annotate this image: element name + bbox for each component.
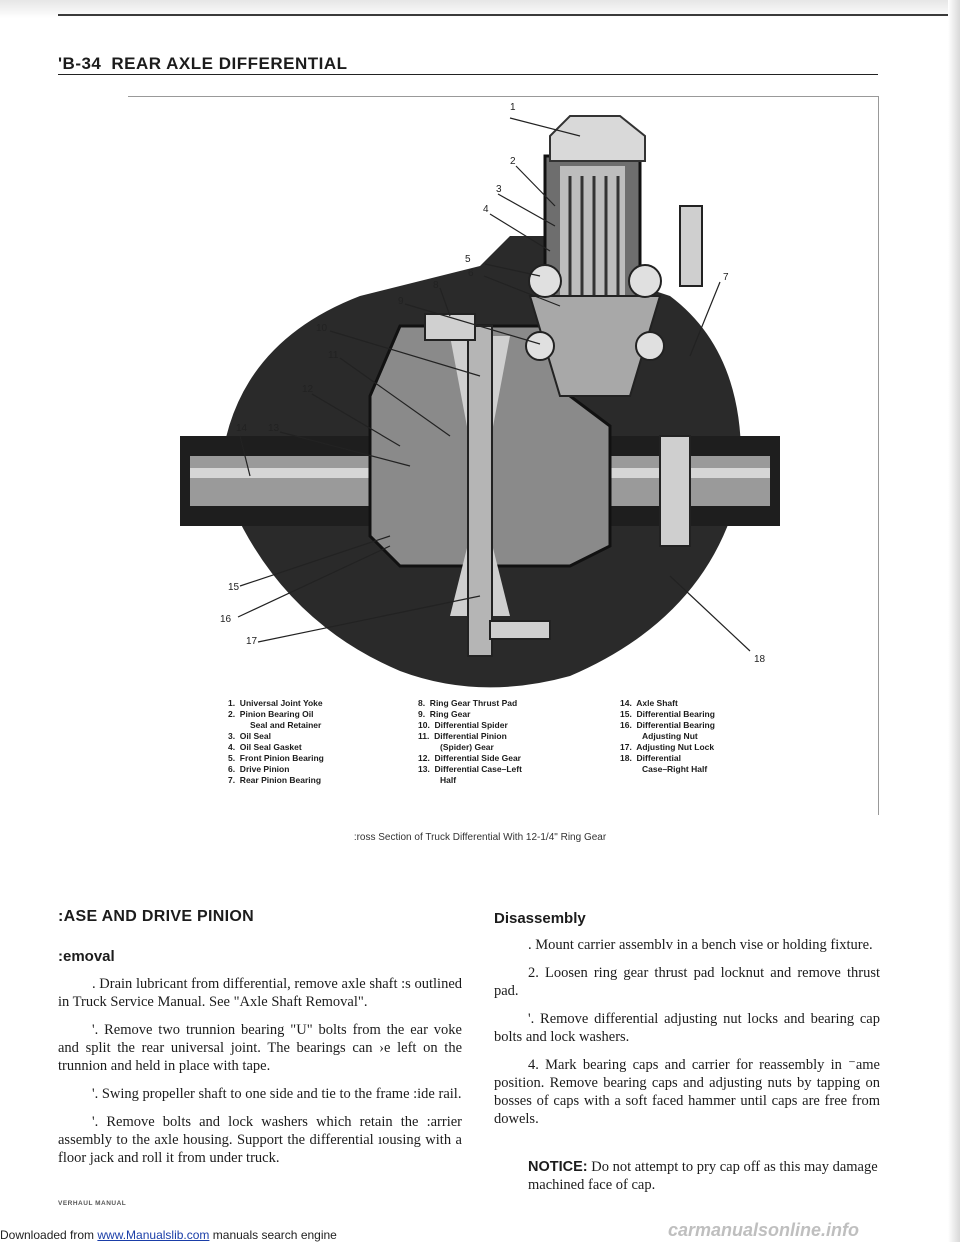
legend-item: 7. Rear Pinion Bearing: [228, 775, 322, 785]
callout-number: 11: [328, 350, 339, 361]
page-number: 'B-34: [58, 54, 102, 73]
callout-number: 17: [246, 636, 258, 647]
callout-number: 13: [268, 423, 280, 434]
callout-number: 3: [496, 184, 502, 195]
legend-item: 9. Ring Gear: [418, 709, 471, 719]
legend-item: 6. Drive Pinion: [228, 764, 290, 774]
differential-cross-section-drawing: [150, 96, 800, 696]
legend-item: 4. Oil Seal Gasket: [228, 742, 302, 752]
callout-number: 1: [510, 102, 516, 113]
callout-number: 16: [220, 614, 232, 625]
top-rule: [58, 14, 958, 16]
removal-step-3: '. Swing propeller shaft to one side and tie to the frame :ide rail.: [92, 1086, 462, 1102]
download-footer: [0, 1228, 337, 1242]
callout-number: 9: [398, 296, 404, 307]
legend-column-2: [418, 698, 522, 786]
callout-number: 6: [468, 268, 474, 279]
legend-item: 15. Differential Bearing: [620, 709, 715, 719]
removal-step-2: '. Remove two trunnion bearing "U" bolts from the ear voke and split the rear universal joint. The bearings can ›e left on the trunnion and held in place with tape.: [58, 1022, 462, 1074]
legend-item: 8. Ring Gear Thrust Pad: [418, 698, 518, 708]
disassembly-step-1: . Mount carrier assemblv in a bench vise or holding fixture.: [528, 937, 873, 953]
callout-number: 10: [316, 323, 328, 334]
header-rule: [58, 74, 878, 75]
legend-item: 16. Differential Bearing: [620, 720, 715, 730]
callout-number: 15: [228, 582, 240, 593]
callout-number: 18: [754, 654, 766, 665]
legend-item: Seal and Retainer: [250, 720, 322, 730]
callout-number: 12: [302, 384, 314, 395]
callout-number: 2: [510, 156, 516, 167]
callout-number: 14: [236, 423, 248, 434]
legend-item: 3. Oil Seal: [228, 731, 271, 741]
legend-item: 17. Adjusting Nut Lock: [620, 742, 715, 752]
legend-item: 13. Differential Case–Left: [418, 764, 522, 774]
legend-item: Half: [440, 775, 457, 785]
legend-item: 1. Universal Joint Yoke: [228, 698, 323, 708]
legend-item: 2. Pinion Bearing Oil: [228, 709, 314, 719]
manual-footer: VERHAUL MANUAL: [58, 1200, 127, 1207]
watermark: carmanualsonline.info: [668, 1220, 860, 1240]
legend-item: 5. Front Pinion Bearing: [228, 753, 324, 763]
notice-block: [528, 1158, 880, 1194]
legend-item: 12. Differential Side Gear: [418, 753, 521, 763]
removal-step-4: '. Remove bolts and lock washers which retain the :arrier assembly to the axle housing. Support the differential ıousing with a floor jack and roll it from under truck.: [58, 1114, 462, 1166]
callout-number: 4: [483, 204, 489, 215]
removal-steps: [58, 975, 462, 1167]
legend-item: Case–Right Half: [642, 764, 708, 774]
scan-right-edge: [948, 0, 960, 1242]
callout-number: 7: [723, 272, 729, 283]
notice-label: NOTICE:: [528, 1159, 588, 1175]
download-prefix: Downloaded from: [0, 1228, 98, 1242]
removal-step-1: . Drain lubricant from differential, remove axle shaft :s outlined in Truck Service Manual. See "Axle Shaft ⁠Removal".: [58, 976, 462, 1010]
legend-column-1: [228, 698, 324, 786]
page-header: [58, 54, 347, 74]
legend-column-3: [620, 698, 715, 775]
disassembly-steps: [494, 936, 880, 1128]
page-title: REAR AXLE DIFFERENTIAL: [111, 54, 348, 73]
legend-item: 10. Differential Spider: [418, 720, 508, 730]
legend-item: Adjusting Nut: [642, 731, 698, 741]
section-heading: :ASE AND DRIVE PINION: [58, 908, 254, 925]
callout-number: 5: [465, 254, 471, 265]
disassembly-step-4: 4. Mark bearing caps and carrier for reassembly in ⁻ame position. Remove bearing caps and adjusting nuts by tapping on bosses of caps with a soft faced hammer until caps are free from dowels.: [494, 1057, 880, 1127]
manualslib-link[interactable]: www.Manualslib.com: [97, 1228, 210, 1242]
legend-item: 11. Differential Pinion: [418, 731, 507, 741]
notice-text: Do not attempt to pry cap off as this may damage machined face of cap.: [528, 1159, 878, 1193]
figure-caption: :ross Section of Truck Differential With 12-1/4" Ring Gear: [353, 832, 607, 843]
subsection-heading: :emoval: [58, 948, 115, 965]
subsection-heading-disassembly: Disassembly: [494, 910, 586, 927]
disassembly-step-3: '. Remove differential adjusting nut locks and bearing cap bolts and lock washers.: [494, 1011, 880, 1045]
callout-number: 8: [433, 280, 439, 291]
legend-item: 18. Differential: [620, 753, 681, 763]
download-suffix: manuals search engine: [209, 1228, 337, 1242]
legend-item: 14. Axle Shaft: [620, 698, 678, 708]
legend-item: (Spider) Gear: [440, 742, 494, 752]
disassembly-step-2: 2. Loosen ring gear thrust pad locknut and remove thrust pad.: [494, 965, 880, 999]
